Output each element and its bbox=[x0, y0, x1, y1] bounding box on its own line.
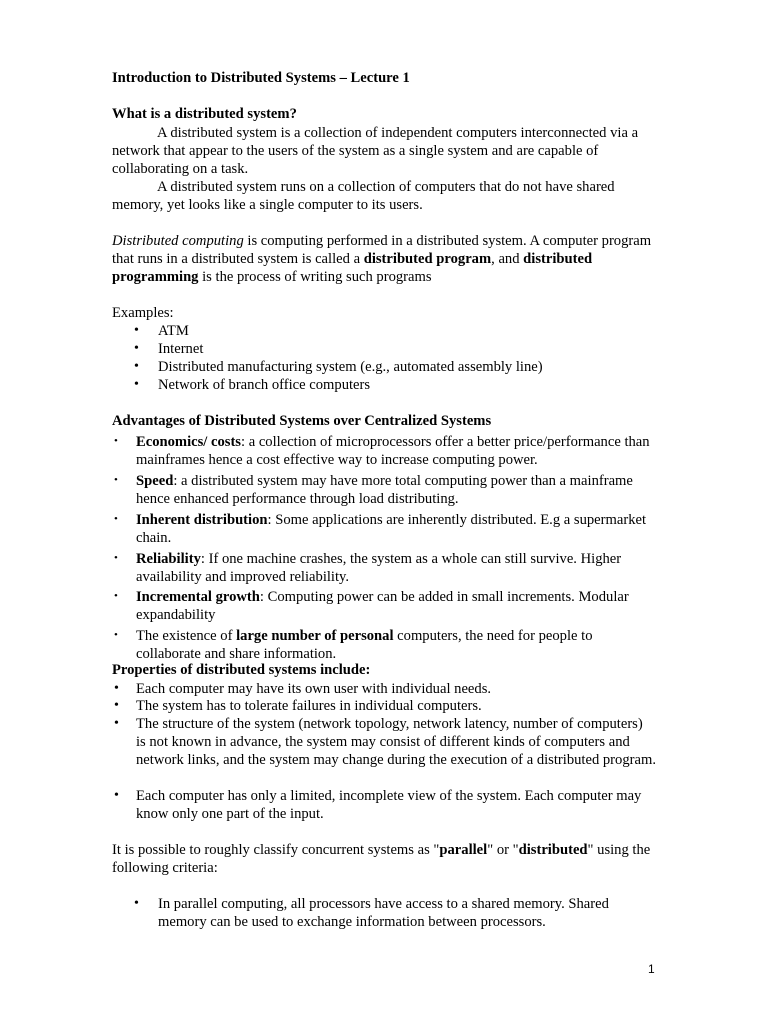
advantage-term: Inherent distribution bbox=[136, 512, 268, 528]
bullet-icon: • bbox=[134, 377, 139, 392]
list-item: Network of branch office computers bbox=[158, 377, 371, 393]
term-distributed: distributed bbox=[518, 842, 588, 858]
advantage-text: : a collection of microprocessors offer a better price/performance than mainframes hence a cost effective way to increase computing power. bbox=[136, 434, 650, 468]
list-item bbox=[136, 511, 656, 547]
document-title: Introduction to Distributed Systems – Lecture 1 bbox=[112, 70, 410, 86]
bullet-icon: • bbox=[114, 788, 119, 803]
text-segment: It is possible to roughly classify concurrent systems as " bbox=[112, 842, 440, 858]
classify-paragraph bbox=[112, 841, 652, 877]
list-item bbox=[136, 472, 656, 508]
properties-heading: Properties of distributed systems include: bbox=[112, 662, 371, 678]
bullet-icon: • bbox=[114, 698, 119, 713]
list-item: In parallel computing, all processors have access to a shared memory. Shared memory can be used to exchange information between processors. bbox=[158, 896, 609, 930]
advantage-term: Incremental growth bbox=[136, 589, 260, 605]
bullet-icon: • bbox=[114, 474, 118, 486]
list-item bbox=[136, 627, 656, 663]
advantage-term: Economics/ costs bbox=[136, 434, 241, 450]
bullet-icon: • bbox=[114, 681, 119, 696]
text-segment: " using the following criteria: bbox=[112, 842, 651, 876]
text-segment: is the process of writing such programs bbox=[198, 269, 432, 285]
advantage-text: : Some applications are inherently distributed. E.g a supermarket chain. bbox=[136, 512, 647, 546]
bullet-icon: • bbox=[114, 716, 119, 731]
term-parallel: parallel bbox=[439, 842, 488, 858]
page-number: 1 bbox=[648, 962, 655, 976]
advantages-heading: Advantages of Distributed Systems over Centralized Systems bbox=[112, 413, 492, 429]
bullet-icon: • bbox=[134, 341, 139, 356]
list-item: The system has to tolerate failures in individual computers. bbox=[136, 698, 482, 714]
term-distributed-programming: distributed programming bbox=[112, 251, 593, 285]
bullet-icon: • bbox=[114, 435, 118, 447]
list-item: Each computer has only a limited, incomplete view of the system. Each computer may know only one part of the input. bbox=[136, 788, 642, 822]
advantage-text: : If one machine crashes, the system as a whole can still survive. Higher availability and improved reliability. bbox=[136, 551, 622, 585]
term-distributed-program: distributed program bbox=[363, 251, 492, 267]
text-segment: " or " bbox=[487, 842, 519, 858]
list-item bbox=[136, 433, 656, 469]
bullet-icon: • bbox=[134, 359, 139, 374]
bullet-icon: • bbox=[134, 323, 139, 338]
advantage-term: Speed bbox=[136, 473, 174, 489]
bullet-icon: • bbox=[114, 552, 118, 564]
bullet-icon: • bbox=[114, 629, 118, 641]
list-item: Distributed manufacturing system (e.g., automated assembly line) bbox=[158, 359, 543, 375]
bullet-icon: • bbox=[114, 590, 118, 602]
distributed-computing-paragraph bbox=[112, 232, 652, 286]
bullet-icon: • bbox=[134, 896, 139, 911]
definition-paragraph-2: A distributed system runs on a collection of computers that do not have shared memory, yet looks like a single computer to its users. bbox=[112, 179, 615, 213]
advantage-text: : a distributed system may have more total computing power than a mainframe hence enhanced performance through load distributing. bbox=[136, 473, 633, 507]
examples-label: Examples: bbox=[112, 305, 174, 321]
list-item bbox=[136, 550, 656, 586]
list-item: Internet bbox=[158, 341, 204, 357]
bullet-icon: • bbox=[114, 513, 118, 525]
definition-paragraph-1: A distributed system is a collection of independent computers interconnected via a network that appear to the users of the system as a single system and are capable of collaborating on a task. bbox=[112, 125, 639, 177]
list-item: ATM bbox=[158, 323, 189, 339]
text-segment: is computing performed in a distributed system. A computer program that runs in a distributed system is called a bbox=[112, 233, 652, 267]
term-distributed-computing: Distributed computing bbox=[112, 233, 244, 249]
section-heading-what-is: What is a distributed system? bbox=[112, 106, 297, 122]
advantage-text: The existence of bbox=[136, 628, 237, 644]
advantage-text: computers, the need for people to collaborate and share information. bbox=[136, 628, 593, 662]
advantage-text: : Computing power can be added in small increments. Modular expandability bbox=[136, 589, 629, 623]
list-item: The structure of the system (network topology, network latency, number of computers) is not known in advance, the system may consist of different kinds of computers and network links, and the system may change during the execution of a distributed program. bbox=[136, 716, 656, 768]
list-item bbox=[136, 588, 656, 624]
text-segment: , and bbox=[491, 251, 524, 267]
advantage-term: large number of personal bbox=[236, 628, 394, 644]
advantage-term: Reliability bbox=[136, 551, 201, 567]
list-item: Each computer may have its own user with individual needs. bbox=[136, 681, 492, 697]
